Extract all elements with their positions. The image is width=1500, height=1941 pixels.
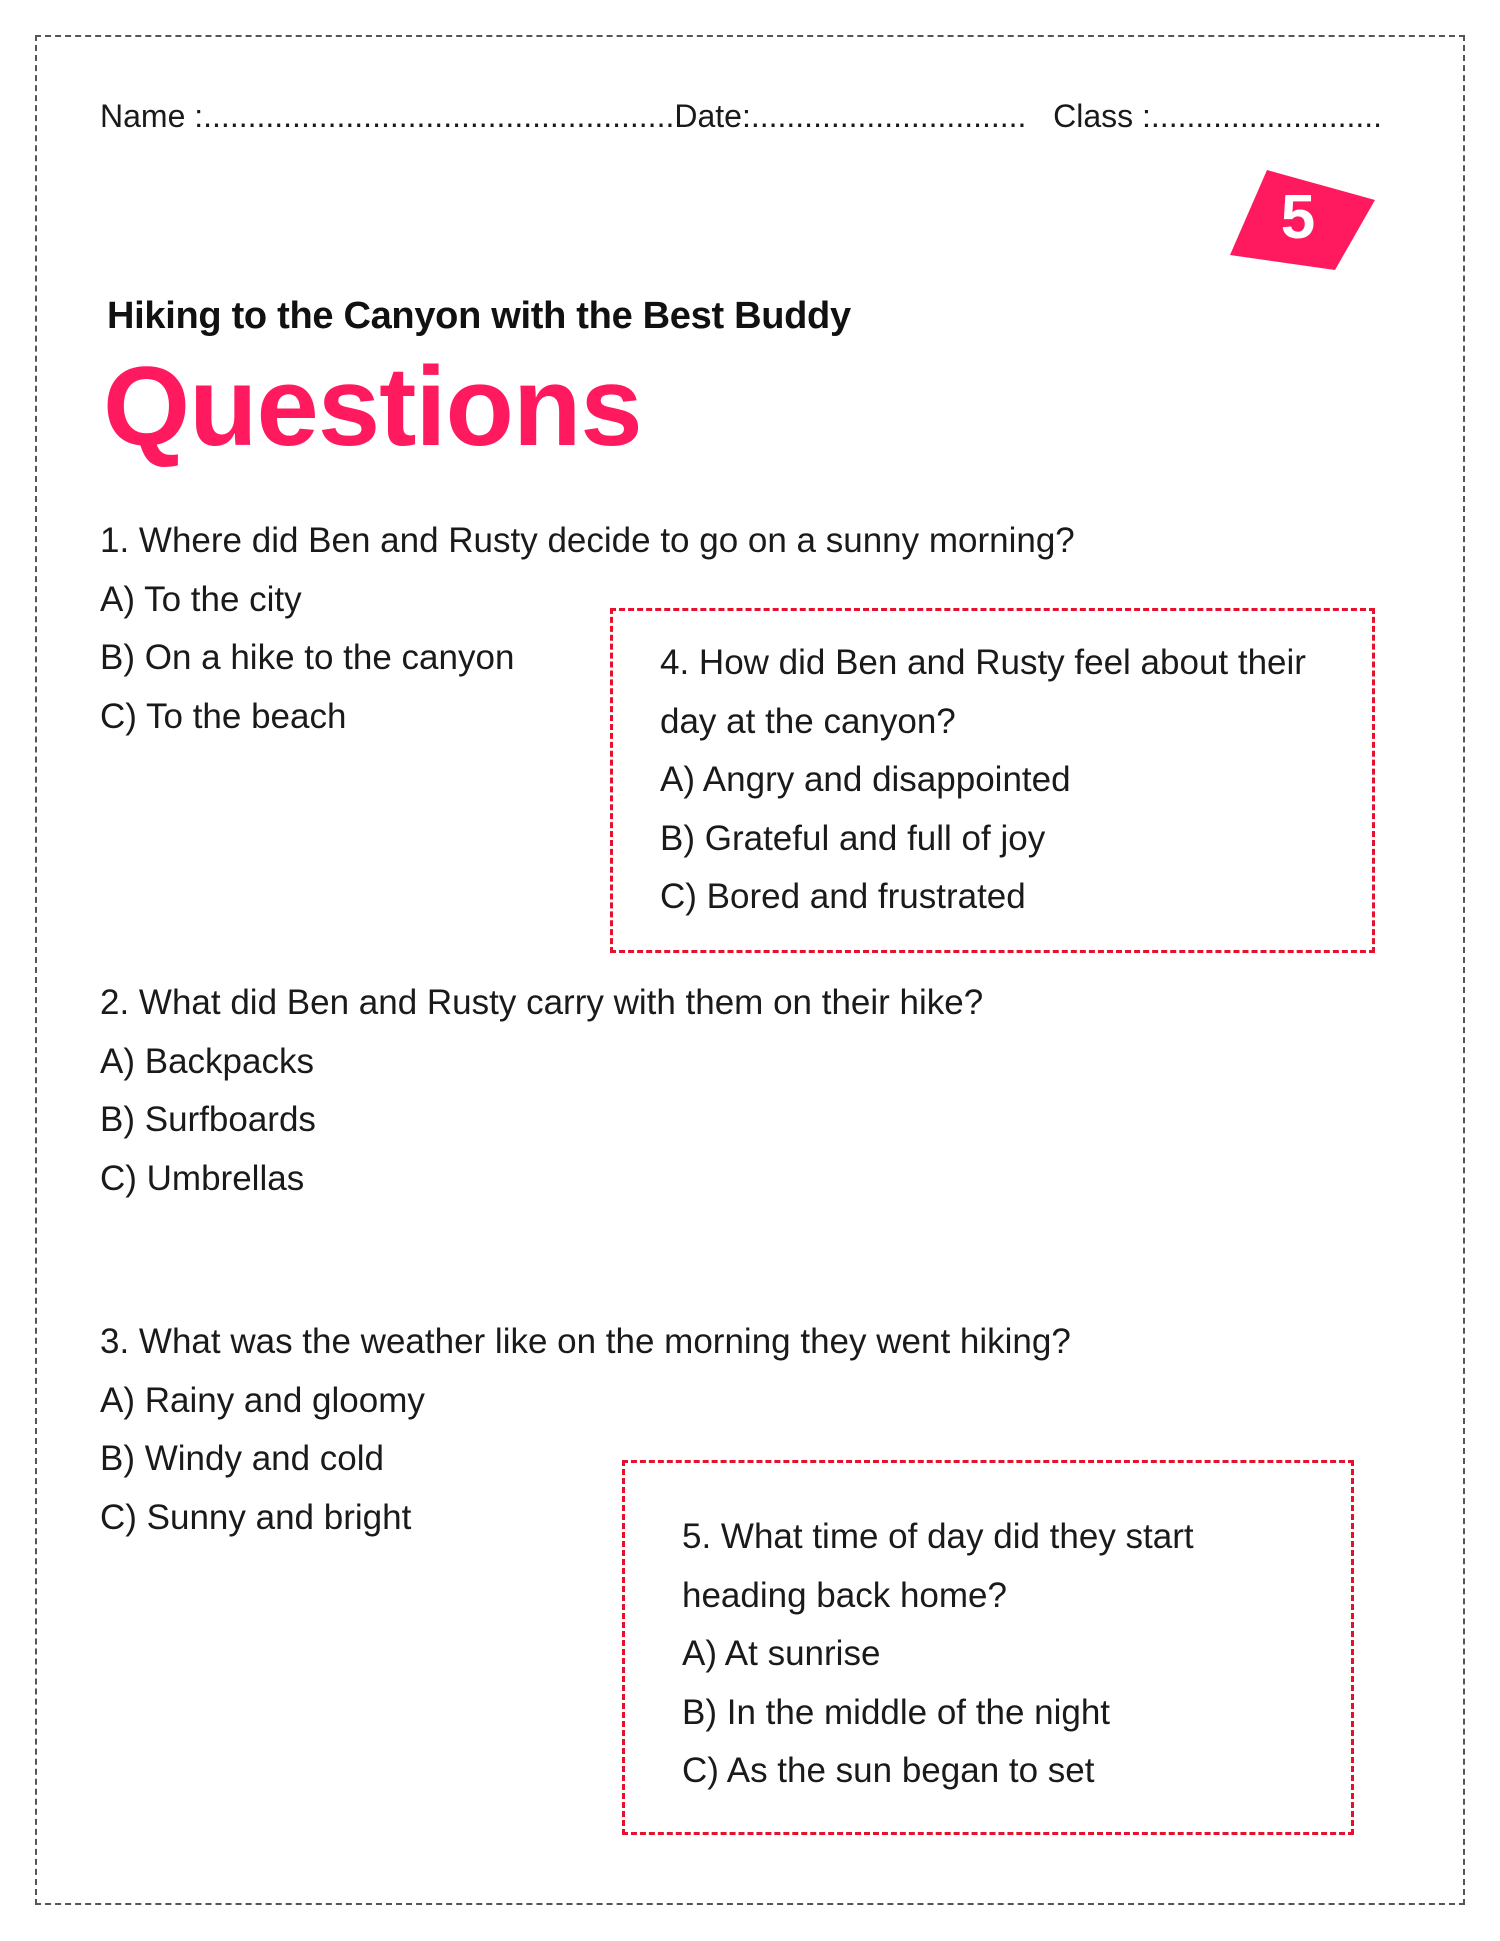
question-text-line1: 5. What time of day did they start: [682, 1517, 1194, 1556]
student-info-line: [100, 98, 1420, 142]
option-a[interactable]: A) Backpacks: [100, 1041, 314, 1081]
name-field[interactable]: .....................................................: [203, 98, 675, 134]
class-field[interactable]: ..........................: [1150, 98, 1383, 134]
question-text: 3. What was the weather like on the morning they went hiking?: [100, 1322, 1071, 1361]
page-title: Questions: [103, 344, 642, 469]
name-label: Name :: [100, 98, 204, 134]
option-c[interactable]: C) Sunny and bright: [100, 1497, 412, 1537]
option-b[interactable]: B) Windy and cold: [100, 1439, 385, 1478]
date-field[interactable]: ...............................: [750, 98, 1027, 134]
option-b[interactable]: B) On a hike to the canyon: [100, 638, 515, 677]
question-4: [660, 634, 1306, 927]
badge-number: 5: [1280, 183, 1316, 252]
story-title: Hiking to the Canyon with the Best Buddy: [107, 295, 851, 337]
class-label: Class :: [1053, 98, 1151, 134]
option-c[interactable]: C) Umbrellas: [100, 1158, 305, 1198]
question-text: 2. What did Ben and Rusty carry with them on their hike?: [100, 983, 984, 1022]
option-b[interactable]: B) Grateful and full of joy: [660, 818, 1046, 858]
question-5: [682, 1508, 1194, 1801]
date-label: Date:: [674, 98, 751, 134]
option-a[interactable]: A) Angry and disappointed: [660, 760, 1071, 799]
question-text-line2: day at the canyon?: [660, 701, 956, 741]
question-2: [100, 974, 983, 1208]
option-a[interactable]: A) At sunrise: [682, 1634, 881, 1673]
question-text-line2: heading back home?: [682, 1575, 1007, 1615]
option-b[interactable]: B) Surfboards: [100, 1100, 316, 1139]
option-c[interactable]: C) As the sun began to set: [682, 1751, 1095, 1790]
page-number-badge: [1230, 170, 1375, 270]
question-text: 1. Where did Ben and Rusty decide to go on a sunny morning?: [100, 521, 1075, 560]
option-a[interactable]: A) To the city: [100, 579, 302, 619]
option-b[interactable]: B) In the middle of the night: [682, 1692, 1111, 1732]
option-c[interactable]: C) Bored and frustrated: [660, 877, 1026, 916]
question-text-line1: 4. How did Ben and Rusty feel about their: [660, 643, 1306, 682]
option-c[interactable]: C) To the beach: [100, 696, 347, 736]
option-a[interactable]: A) Rainy and gloomy: [100, 1380, 425, 1420]
